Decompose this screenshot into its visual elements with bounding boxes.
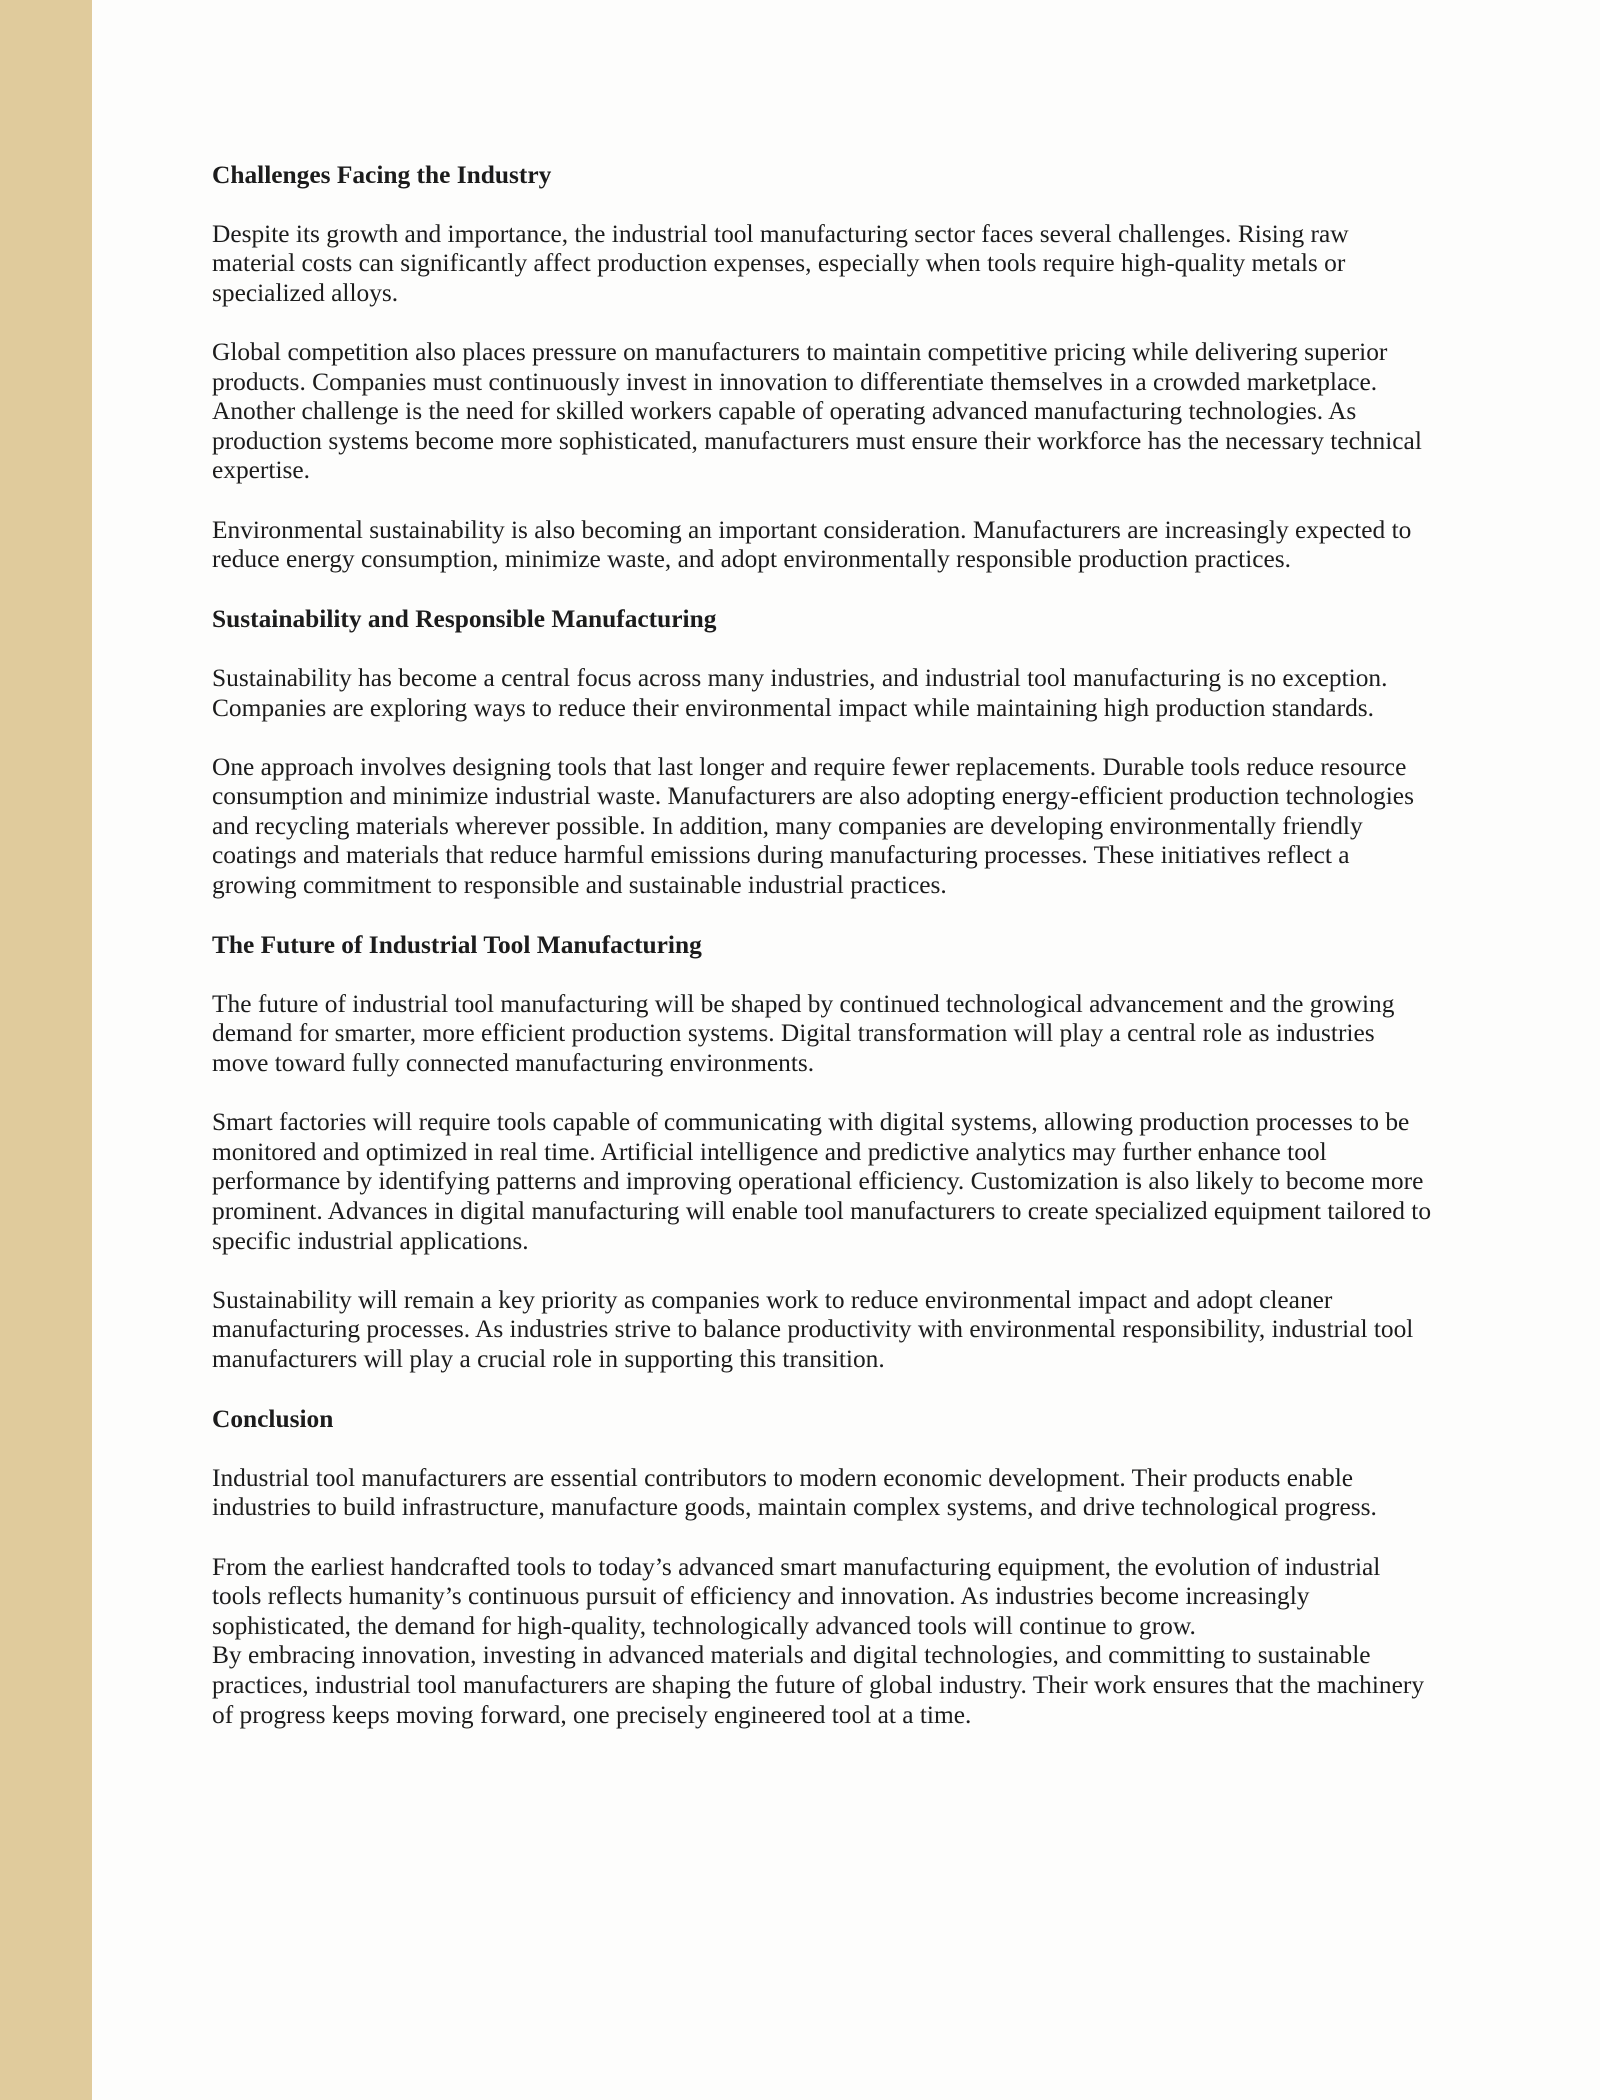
paragraph: Industrial tool manufacturers are essential contributors to modern economic development. Their products enable industries to build infrastructure, manufacture goods, maintain complex systems, and drive technological progress. [212,1463,1377,1522]
section-heading: Sustainability and Responsible Manufacturing [212,605,717,634]
paragraph: The future of industrial tool manufacturing will be shaped by continued technological advancement and the growing demand for smarter, more efficient production systems. Digital transformation will play a central role as industries move toward fully connected manufacturing environments. [212,989,1395,1078]
paragraph: Global competition also places pressure on manufacturers to maintain competitive pricing while delivering superior products. Companies must continuously invest in innovation to differentiate themselves in a crowded marketplace. Another challenge is the need for skilled workers capable of operating advanced manufacturing technologies. As production systems become more sophisticated, manufacturers must ensure their workforce has the necessary technical expertise. [212,337,1422,485]
section-sustainability [212,604,1434,900]
paragraph: Sustainability will remain a key priority as companies work to reduce environmental impact and adopt cleaner manufacturing processes. As industries strive to balance productivity with environmental responsibility, industrial tool manufacturers will play a crucial role in supporting this transition. [212,1285,1414,1373]
paragraph: Smart factories will require tools capable of communicating with digital systems, allowing production processes to be monitored and optimized in real time. Artificial intelligence and predictive analytics may further enhance tool performance by identifying patterns and improving operational efficiency. Customization is also likely to become more prominent. Advances in digital manufacturing will enable tool manufacturers to create specialized equipment tailored to specific industrial applications. [212,1108,1432,1255]
section-heading: Challenges Facing the Industry [212,161,552,189]
paragraph: One approach involves designing tools that last longer and require fewer replacements. Durable tools reduce resource consumption and minimize industrial waste. Manufacturers are also adopting energy-efficient production technologies and recycling materials wherever possible. In addition, many companies are developing environmentally friendly coatings and materials that reduce harmful emissions during manufacturing processes. These initiatives reflect a growing commitment to responsible and sustainable industrial practices. [212,752,1414,900]
side-color-band [0,0,92,2100]
section-challenges [212,160,1434,575]
paragraph: By embracing innovation, investing in advanced materials and digital technologies, and committing to sustainable practices, industrial tool manufacturers are shaping the future of global industry. Their work ensures that the machinery of progress keeps moving forward, one precisely engineered tool at a time. [212,1641,1425,1729]
section-heading: The Future of Industrial Tool Manufacturing [212,931,702,960]
document-body [212,160,1434,1760]
paragraph: Environmental sustainability is also becoming an important consideration. Manufacturers are increasingly expected to reduce energy consumption, minimize waste, and adopt environmentally responsible production practices. [212,515,1412,574]
paragraph: From the earliest handcrafted tools to today’s advanced smart manufacturing equipment, the evolution of industrial tools reflects humanity’s continuous pursuit of efficiency and innovation. As industries become increasingly sophisticated, the demand for high-quality, technologically advanced tools will continue to grow. [212,1552,1381,1640]
paragraph: Despite its growth and importance, the industrial tool manufacturing sector faces several challenges. Rising raw material costs can significantly affect production expenses, especially when tools require high-quality metals or specialized alloys. [212,219,1349,307]
section-heading: Conclusion [212,1405,334,1434]
section-conclusion [212,1404,1434,1730]
paragraph: Sustainability has become a central focus across many industries, and industrial tool manufacturing is no exception. Companies are exploring ways to reduce their environmental impact while maintaining high production standards. [212,663,1388,722]
section-future [212,930,1434,1374]
